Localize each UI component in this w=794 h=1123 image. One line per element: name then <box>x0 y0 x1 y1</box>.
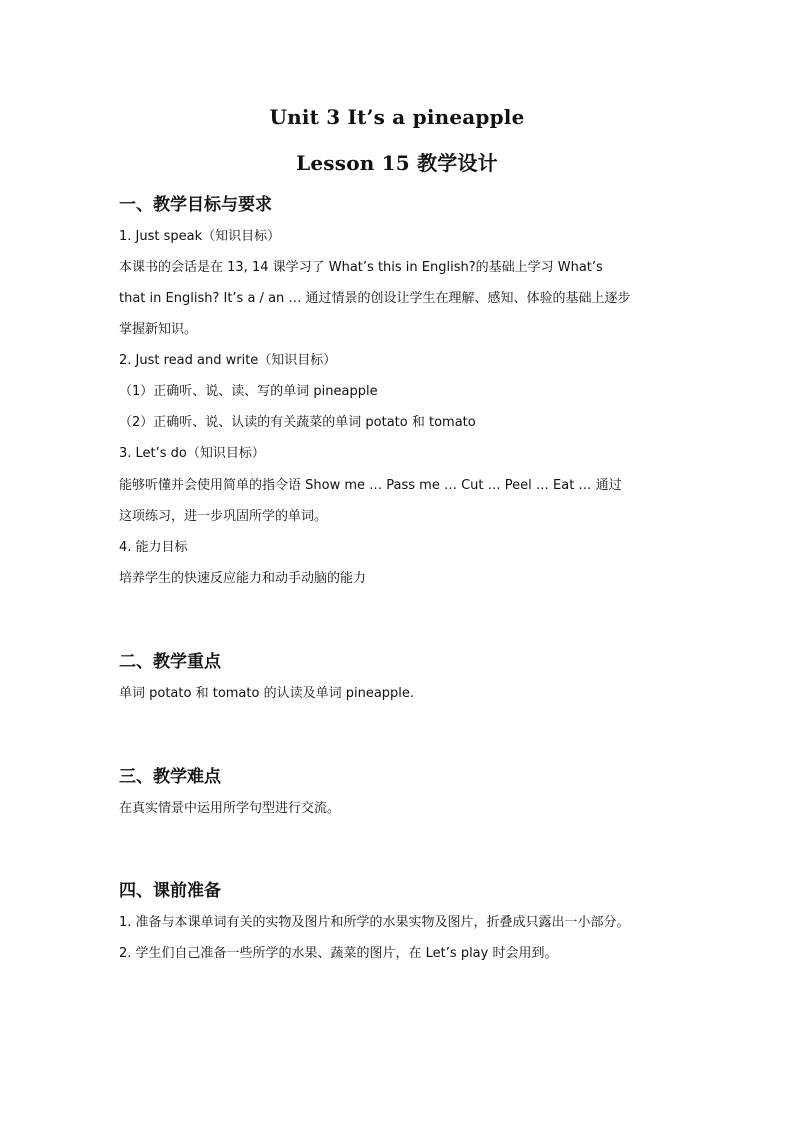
paragraph-line: 能够听懂并会使用简单的指令语 Show me … Pass me … Cut … Peel … Eat … 通过 <box>119 478 622 493</box>
paragraph-line: 培养学生的快速反应能力和动手动脑的能力 <box>119 571 367 586</box>
section-heading-key-points: 二、教学重点 <box>119 652 221 672</box>
section-heading-preparation: 四、课前准备 <box>119 881 221 901</box>
paragraph-line: （2）正确听、说、认读的有关蔬菜的单词 potato 和 tomato <box>119 415 476 430</box>
paragraph-line: 这项练习，进一步巩固所学的单词。 <box>119 509 328 524</box>
paragraph-line: 掌握新知识。 <box>119 322 198 337</box>
section-heading-difficulties: 三、教学难点 <box>119 767 221 787</box>
paragraph-line: 本课书的会话是在 13, 14 课学习了 What’s this in English?的基础上学习 What’s <box>119 260 603 275</box>
paragraph-line: 4. 能力目标 <box>119 540 188 555</box>
paragraph-line: 2. Just read and write（知识目标） <box>119 353 337 368</box>
paragraph-line: 1. 准备与本课单词有关的实物及图片和所学的水果实物及图片，折叠成只露出一小部分。 <box>119 915 630 930</box>
paragraph-line: that in English? It’s a / an … 通过情景的创设让学生在理解、感知、体验的基础上逐步 <box>119 291 631 306</box>
paragraph-line: 在真实情景中运用所学句型进行交流。 <box>119 801 341 816</box>
paragraph-line: 单词 potato 和 tomato 的认读及单词 pineapple. <box>119 686 415 701</box>
document-subtitle: Lesson 15 教学设计 <box>296 151 498 175</box>
document-title: Unit 3 It’s a pineapple <box>269 105 525 129</box>
paragraph-line: 1. Just speak（知识目标） <box>119 229 281 244</box>
paragraph-line: 2. 学生们自己准备一些所学的水果、蔬菜的图片，在 Let’s play 时会用到。 <box>119 946 558 961</box>
paragraph-line: 3. Let’s do（知识目标） <box>119 446 265 461</box>
section-heading-objectives: 一、教学目标与要求 <box>119 195 272 215</box>
paragraph-line: （1）正确听、说、读、写的单词 pineapple <box>119 384 378 399</box>
